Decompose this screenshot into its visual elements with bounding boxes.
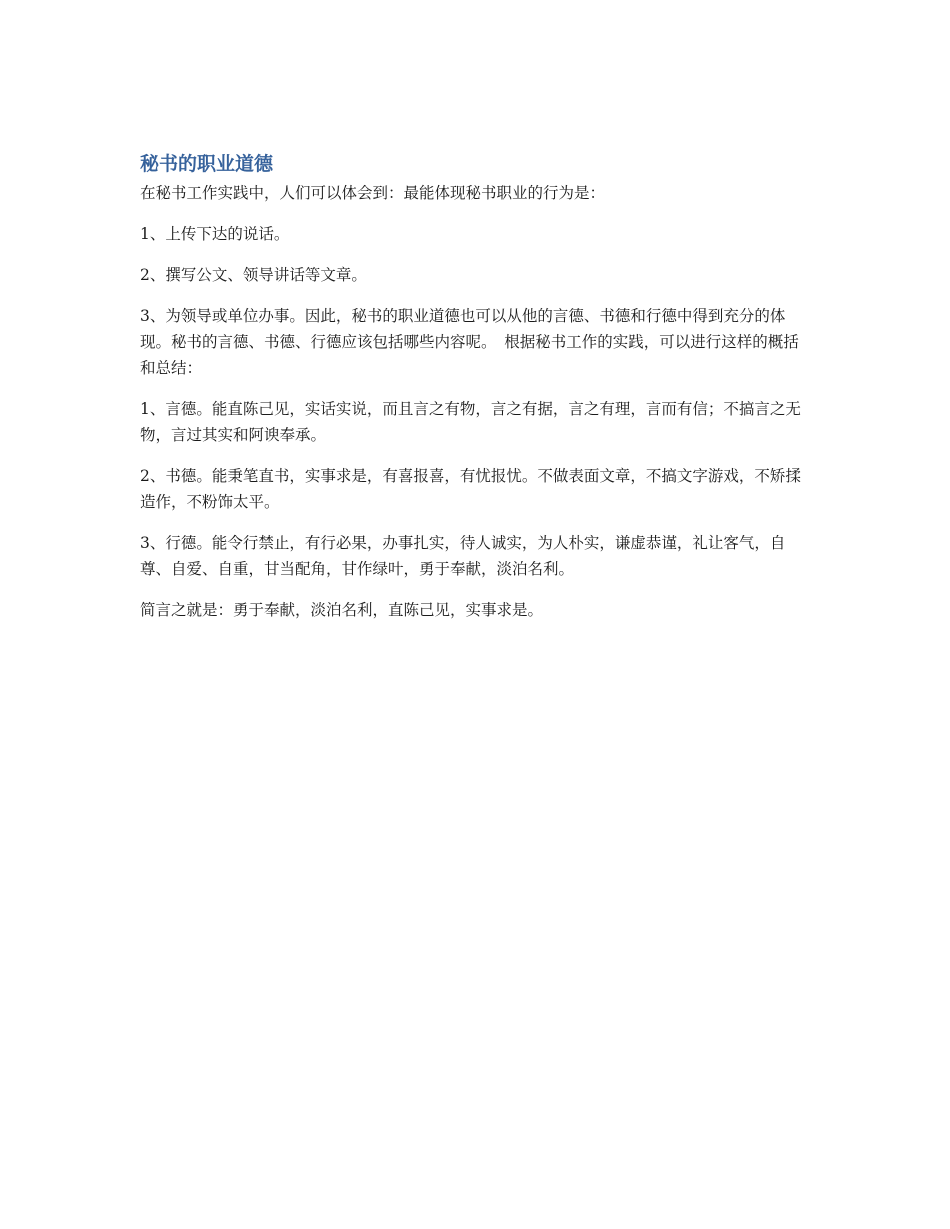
intro-paragraph: 在秘书工作实践中，人们可以体会到：最能体现秘书职业的行为是： bbox=[140, 184, 606, 202]
summary-paragraph: 简言之就是：勇于奉献，淡泊名利，直陈己见，实事求是。 bbox=[140, 601, 544, 619]
document-page bbox=[140, 150, 808, 638]
virtue-speech: 1、言德。能直陈己见，实话实说，而且言之有物，言之有据，言之有理，言而有信；不搞言之无物，言过其实和阿谀奉承。 bbox=[140, 400, 801, 444]
document-title: 秘书的职业道德 bbox=[140, 153, 274, 175]
behavior-item-1: 1、上传下达的说话。 bbox=[140, 225, 290, 243]
behavior-item-3: 3、为领导或单位办事。因此，秘书的职业道德也可以从他的言德、书德和行德中得到充分的体现。秘书的言德、书德、行德应该包括哪些内容呢。 根据秘书工作的实践，可以进行这样的概括和总结： bbox=[140, 307, 799, 377]
virtue-conduct: 3、行德。能令行禁止，有行必果，办事扎实，待人诚实，为人朴实，谦虚恭谨，礼让客气，自尊、自爱、自重，甘当配角，甘作绿叶，勇于奉献，淡泊名利。 bbox=[140, 534, 786, 578]
behavior-item-2: 2、撰写公文、领导讲话等文章。 bbox=[140, 266, 367, 284]
virtue-writing: 2、书德。能秉笔直书，实事求是，有喜报喜，有忧报忧。不做表面文章，不搞文字游戏，不矫揉造作，不粉饰太平。 bbox=[140, 467, 801, 511]
